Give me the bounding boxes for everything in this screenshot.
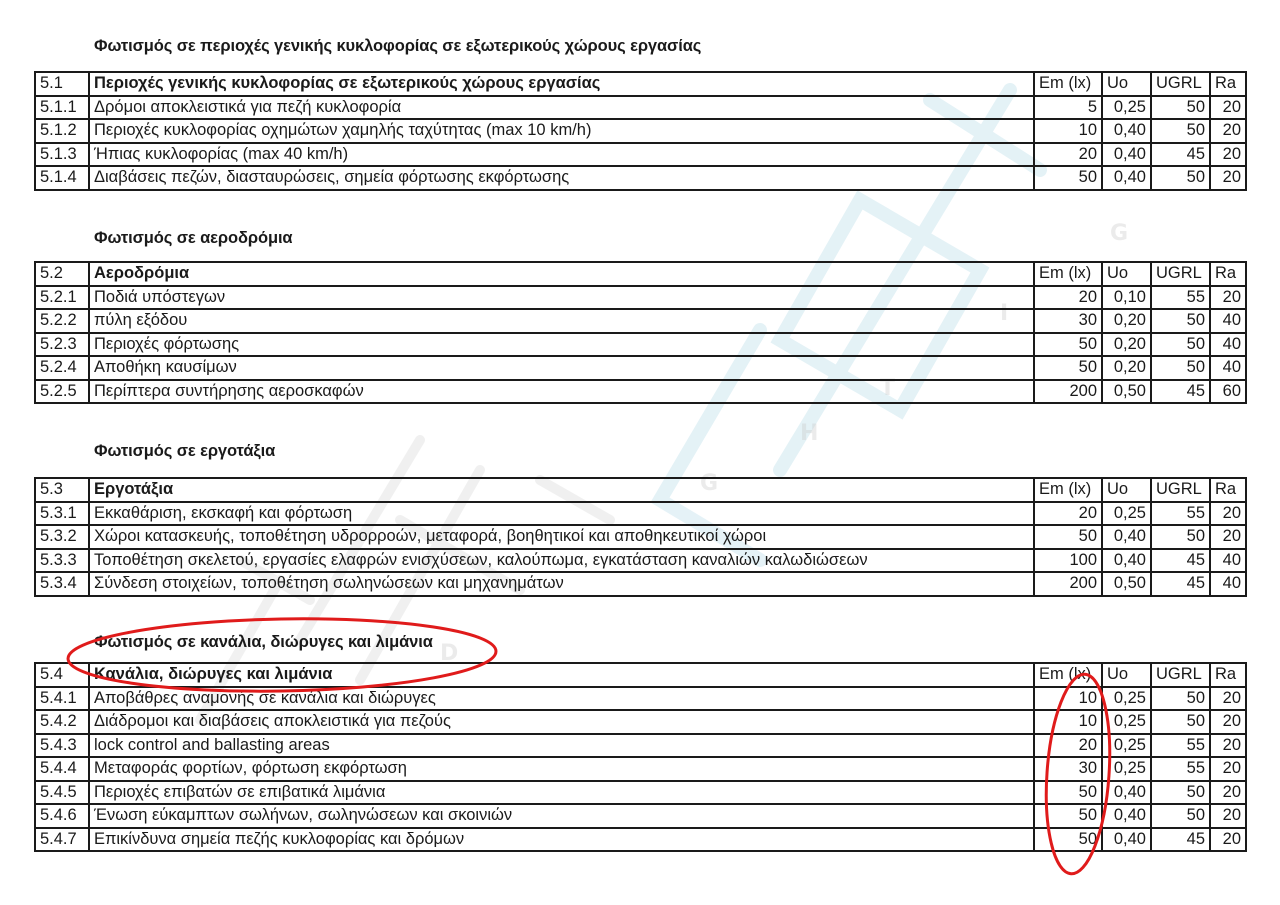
row-em: 20 xyxy=(1034,502,1102,526)
row-em: 20 xyxy=(1034,734,1102,758)
row-uo: 0,40 xyxy=(1102,119,1151,143)
row-code: 5.2.5 xyxy=(35,380,89,404)
row-uo: 0,40 xyxy=(1102,828,1151,852)
col-em: Em (lx) xyxy=(1034,478,1102,502)
lighting-table xyxy=(34,662,1247,852)
row-uo: 0,40 xyxy=(1102,804,1151,828)
svg-text:H: H xyxy=(800,421,819,446)
row-desc: Χώροι κατασκευής, τοποθέτηση υδρορροών, μεταφορά, βοηθητικοί και αποθηκευτικοί χώροι xyxy=(89,525,1034,549)
row-em: 30 xyxy=(1034,309,1102,333)
row-uo: 0,50 xyxy=(1102,380,1151,404)
section-heading: Κανάλια, διώρυγες και λιμάνια xyxy=(89,663,1034,687)
table-row xyxy=(35,143,1246,167)
svg-text:D: D xyxy=(440,641,459,666)
row-ra: 40 xyxy=(1210,309,1246,333)
row-uo: 0,50 xyxy=(1102,572,1151,596)
row-em: 100 xyxy=(1034,549,1102,573)
row-ugrl: 50 xyxy=(1151,166,1210,190)
row-em: 50 xyxy=(1034,828,1102,852)
row-code: 5.3.2 xyxy=(35,525,89,549)
row-code: 5.3.3 xyxy=(35,549,89,573)
row-uo: 0,25 xyxy=(1102,687,1151,711)
row-ra: 20 xyxy=(1210,119,1246,143)
row-code: 5.4.6 xyxy=(35,804,89,828)
row-desc: Αποθήκη καυσίμων xyxy=(89,356,1034,380)
row-code: 5.4.3 xyxy=(35,734,89,758)
table-row xyxy=(35,96,1246,120)
section-heading: Αεροδρόμια xyxy=(89,262,1034,286)
row-desc: Περίπτερα συντήρησης αεροσκαφών xyxy=(89,380,1034,404)
row-em: 200 xyxy=(1034,380,1102,404)
row-code: 5.4.5 xyxy=(35,781,89,805)
table-row xyxy=(35,286,1246,310)
row-code: 5.2.4 xyxy=(35,356,89,380)
col-ugrl: UGRL xyxy=(1151,478,1210,502)
row-em: 50 xyxy=(1034,804,1102,828)
row-ra: 20 xyxy=(1210,828,1246,852)
row-ugrl: 45 xyxy=(1151,549,1210,573)
row-uo: 0,20 xyxy=(1102,333,1151,357)
row-desc: Διαβάσεις πεζών, διασταυρώσεις, σημεία φόρτωσης εκφόρτωσης xyxy=(89,166,1034,190)
table-row xyxy=(35,828,1246,852)
table-row xyxy=(35,804,1246,828)
row-uo: 0,40 xyxy=(1102,143,1151,167)
row-uo: 0,40 xyxy=(1102,166,1151,190)
table-row xyxy=(35,549,1246,573)
row-ugrl: 50 xyxy=(1151,333,1210,357)
row-em: 30 xyxy=(1034,757,1102,781)
row-ra: 20 xyxy=(1210,143,1246,167)
row-desc: Περιοχές κυκλοφορίας οχημώτων χαμηλής ταχύτητας (max 10 km/h) xyxy=(89,119,1034,143)
table-row xyxy=(35,572,1246,596)
row-em: 50 xyxy=(1034,333,1102,357)
col-ugrl: UGRL xyxy=(1151,262,1210,286)
row-uo: 0,25 xyxy=(1102,96,1151,120)
row-desc: Ένωση εύκαμπτων σωλήνων, σωληνώσεων και σκοινιών xyxy=(89,804,1034,828)
row-ugrl: 55 xyxy=(1151,757,1210,781)
col-uo: Uo xyxy=(1102,72,1151,96)
row-desc: lock control and ballasting areas xyxy=(89,734,1034,758)
row-ugrl: 50 xyxy=(1151,96,1210,120)
section-code: 5.2 xyxy=(35,262,89,286)
row-ra: 20 xyxy=(1210,502,1246,526)
table-header-row xyxy=(35,478,1246,502)
row-em: 10 xyxy=(1034,687,1102,711)
row-em: 5 xyxy=(1034,96,1102,120)
lighting-table xyxy=(34,477,1247,597)
row-desc: Εκκαθάριση, εκσκαφή και φόρτωση xyxy=(89,502,1034,526)
col-ra: Ra xyxy=(1210,663,1246,687)
row-uo: 0,40 xyxy=(1102,525,1151,549)
row-code: 5.2.3 xyxy=(35,333,89,357)
row-ugrl: 55 xyxy=(1151,502,1210,526)
col-ra: Ra xyxy=(1210,72,1246,96)
row-ra: 20 xyxy=(1210,525,1246,549)
row-ra: 20 xyxy=(1210,710,1246,734)
row-code: 5.1.2 xyxy=(35,119,89,143)
row-ra: 40 xyxy=(1210,333,1246,357)
col-em: Em (lx) xyxy=(1034,72,1102,96)
row-uo: 0,25 xyxy=(1102,757,1151,781)
row-ra: 40 xyxy=(1210,549,1246,573)
row-code: 5.2.1 xyxy=(35,286,89,310)
row-uo: 0,20 xyxy=(1102,356,1151,380)
row-ugrl: 50 xyxy=(1151,119,1210,143)
row-ra: 20 xyxy=(1210,687,1246,711)
table-header-row xyxy=(35,262,1246,286)
row-ra: 40 xyxy=(1210,572,1246,596)
row-uo: 0,25 xyxy=(1102,734,1151,758)
row-desc: Ήπιας κυκλοφορίας (max 40 km/h) xyxy=(89,143,1034,167)
row-code: 5.4.2 xyxy=(35,710,89,734)
row-ugrl: 50 xyxy=(1151,687,1210,711)
row-ugrl: 45 xyxy=(1151,380,1210,404)
col-ra: Ra xyxy=(1210,262,1246,286)
row-uo: 0,20 xyxy=(1102,309,1151,333)
row-desc: Σύνδεση στοιχείων, τοποθέτηση σωληνώσεων και μηχανημάτων xyxy=(89,572,1034,596)
section-code: 5.3 xyxy=(35,478,89,502)
row-uo: 0,25 xyxy=(1102,710,1151,734)
row-em: 10 xyxy=(1034,710,1102,734)
section-title: Φωτισμός σε κανάλια, διώρυγες και λιμάνια xyxy=(94,633,433,651)
row-ra: 20 xyxy=(1210,757,1246,781)
row-code: 5.1.3 xyxy=(35,143,89,167)
row-desc: Δρόμοι αποκλειστικά για πεζή κυκλοφορία xyxy=(89,96,1034,120)
row-em: 50 xyxy=(1034,781,1102,805)
row-code: 5.3.4 xyxy=(35,572,89,596)
row-desc: Αποβάθρες αναμονής σε κανάλια και διώρυγες xyxy=(89,687,1034,711)
row-ugrl: 50 xyxy=(1151,309,1210,333)
lighting-table xyxy=(34,261,1247,404)
row-em: 20 xyxy=(1034,286,1102,310)
row-ra: 20 xyxy=(1210,96,1246,120)
row-uo: 0,40 xyxy=(1102,781,1151,805)
row-uo: 0,25 xyxy=(1102,502,1151,526)
section-title: Φωτισμός σε αεροδρόμια xyxy=(94,229,293,247)
section-heading: Εργοτάξια xyxy=(89,478,1034,502)
row-ra: 60 xyxy=(1210,380,1246,404)
row-em: 50 xyxy=(1034,166,1102,190)
row-em: 20 xyxy=(1034,143,1102,167)
col-uo: Uo xyxy=(1102,478,1151,502)
row-code: 5.1.4 xyxy=(35,166,89,190)
row-ugrl: 50 xyxy=(1151,804,1210,828)
table-row xyxy=(35,710,1246,734)
row-em: 50 xyxy=(1034,525,1102,549)
svg-text:G: G xyxy=(1110,221,1129,246)
col-ra: Ra xyxy=(1210,478,1246,502)
row-ugrl: 45 xyxy=(1151,143,1210,167)
table-row xyxy=(35,333,1246,357)
table-row xyxy=(35,356,1246,380)
row-ugrl: 55 xyxy=(1151,734,1210,758)
col-ugrl: UGRL xyxy=(1151,663,1210,687)
col-em: Em (lx) xyxy=(1034,663,1102,687)
row-uo: 0,40 xyxy=(1102,549,1151,573)
col-ugrl: UGRL xyxy=(1151,72,1210,96)
row-code: 5.1.1 xyxy=(35,96,89,120)
table-row xyxy=(35,380,1246,404)
row-desc: πύλη εξόδου xyxy=(89,309,1034,333)
row-ra: 20 xyxy=(1210,166,1246,190)
table-row xyxy=(35,502,1246,526)
row-em: 50 xyxy=(1034,356,1102,380)
table-row xyxy=(35,734,1246,758)
row-ra: 20 xyxy=(1210,804,1246,828)
row-desc: Τοποθέτηση σκελετού, εργασίες ελαφρών ενισχύσεων, καλούπωμα, εγκατάσταση καναλιών καλωδιώσεων xyxy=(89,549,1034,573)
section-code: 5.1 xyxy=(35,72,89,96)
row-ra: 20 xyxy=(1210,781,1246,805)
row-desc: Ποδιά υπόστεγων xyxy=(89,286,1034,310)
row-em: 200 xyxy=(1034,572,1102,596)
svg-text:I: I xyxy=(1000,301,1009,326)
section-title: Φωτισμός σε περιοχές γενικής κυκλοφορίας σε εξωτερικούς χώρους εργασίας xyxy=(94,37,702,55)
col-uo: Uo xyxy=(1102,262,1151,286)
row-code: 5.4.4 xyxy=(35,757,89,781)
row-ra: 20 xyxy=(1210,734,1246,758)
col-em: Em (lx) xyxy=(1034,262,1102,286)
row-ra: 20 xyxy=(1210,286,1246,310)
row-ugrl: 45 xyxy=(1151,572,1210,596)
row-desc: Μεταφοράς φορτίων, φόρτωση εκφόρτωση xyxy=(89,757,1034,781)
table-row xyxy=(35,781,1246,805)
section-code: 5.4 xyxy=(35,663,89,687)
table-row xyxy=(35,525,1246,549)
row-code: 5.2.2 xyxy=(35,309,89,333)
row-ugrl: 55 xyxy=(1151,286,1210,310)
row-code: 5.3.1 xyxy=(35,502,89,526)
section-heading: Περιοχές γενικής κυκλοφορίας σε εξωτερικούς χώρους εργασίας xyxy=(89,72,1034,96)
row-desc: Περιοχές φόρτωσης xyxy=(89,333,1034,357)
row-desc: Επικίνδυνα σημεία πεζής κυκλοφορίας και δρόμων xyxy=(89,828,1034,852)
row-ugrl: 50 xyxy=(1151,356,1210,380)
table-row xyxy=(35,309,1246,333)
row-code: 5.4.7 xyxy=(35,828,89,852)
row-desc: Διάδρομοι και διαβάσεις αποκλειστικά για πεζούς xyxy=(89,710,1034,734)
row-code: 5.4.1 xyxy=(35,687,89,711)
table-row xyxy=(35,119,1246,143)
table-row xyxy=(35,757,1246,781)
svg-text:G: G xyxy=(700,471,719,496)
table-header-row xyxy=(35,72,1246,96)
row-ra: 40 xyxy=(1210,356,1246,380)
col-uo: Uo xyxy=(1102,663,1151,687)
row-ugrl: 45 xyxy=(1151,828,1210,852)
row-ugrl: 50 xyxy=(1151,525,1210,549)
row-em: 10 xyxy=(1034,119,1102,143)
lighting-table xyxy=(34,71,1247,191)
row-uo: 0,10 xyxy=(1102,286,1151,310)
table-row xyxy=(35,687,1246,711)
section-title: Φωτισμός σε εργοτάξια xyxy=(94,442,276,460)
row-ugrl: 50 xyxy=(1151,710,1210,734)
row-desc: Περιοχές επιβατών σε επιβατικά λιμάνια xyxy=(89,781,1034,805)
table-header-row xyxy=(35,663,1246,687)
table-row xyxy=(35,166,1246,190)
svg-text:T: T xyxy=(880,376,896,401)
row-ugrl: 50 xyxy=(1151,781,1210,805)
